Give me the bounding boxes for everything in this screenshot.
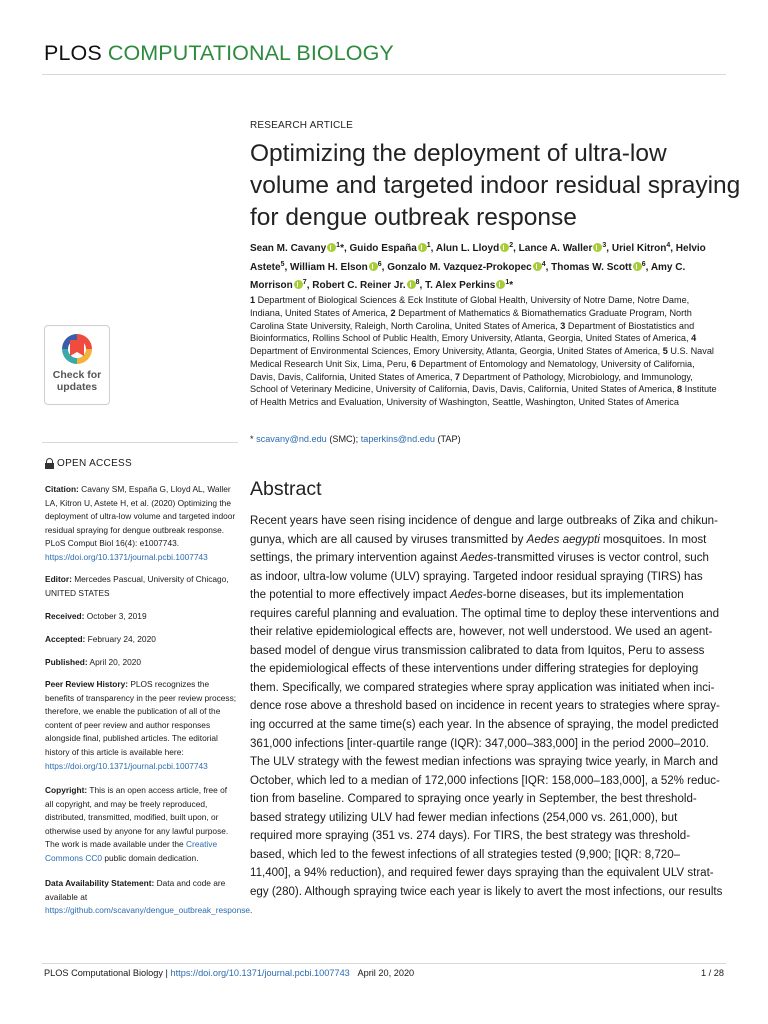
affil-text: Department of Biological Sciences & Eck Institute of Global Health, University of Notre Dame, Notre Dame, Indiana, United States of America, — [250, 295, 690, 318]
received-label: Received: — [45, 611, 85, 621]
orcid-icon[interactable] — [496, 280, 505, 289]
orcid-icon[interactable] — [633, 262, 642, 271]
affil-text: Department of Pathology, Microbiology, and Immunology, School of Veterinary Medicine, University of California, Davis, Davis, California, United States of America, — [250, 371, 693, 395]
abstract-line: based model of dengue virus transmission calibrated to data from Iquitos, Peru to assess — [250, 644, 705, 657]
check-for-updates-badge[interactable] — [44, 325, 110, 405]
affil-ref: 4 — [666, 242, 671, 249]
corresponding-mark: * — [340, 243, 344, 254]
email-link[interactable]: taperkins@nd.edu — [360, 434, 435, 444]
orcid-icon[interactable] — [593, 243, 602, 252]
abstract-line: 361,000 infections [inter-quartile range (IQR): 347,000–383,000] in the period 2000–2010. — [250, 737, 709, 750]
check-updates-label — [45, 370, 109, 393]
abstract-line: the potential to more effectively impact Aedes-borne diseases, but its implementation — [250, 589, 684, 602]
affil-number: 2 — [390, 307, 396, 318]
email-link[interactable]: scavany@nd.edu — [256, 434, 327, 444]
author-name[interactable]: Robert C. Reiner Jr. — [312, 280, 406, 292]
footer-date: April 20, 2020 — [357, 968, 415, 978]
editor-text: Mercedes Pascual, University of Chicago, UNITED STATES — [45, 574, 229, 598]
abstract-line: required more spraying (351 vs. 274 days). For TIRS, the best strategy was threshold- — [250, 830, 691, 843]
accepted-date: February 24, 2020 — [87, 634, 156, 644]
corresponding-mark: * — [250, 434, 254, 444]
peer-review-text: PLOS recognizes the benefits of transparency in the peer review process; therefore, we enable the publication of all of the content of peer review and author responses alongside final, published articles. The editorial history of this article is available here: — [45, 679, 237, 757]
affil-ref: 5 — [280, 260, 285, 268]
affil-ref: 2 — [509, 242, 514, 249]
check-updates-line: updates — [56, 380, 98, 393]
author-name[interactable]: William H. Elson — [290, 261, 368, 273]
header-divider — [42, 74, 726, 75]
affil-ref: 1 — [336, 242, 341, 249]
abstract-heading: Abstract — [250, 478, 322, 500]
journal-title-plos: PLOS — [44, 41, 102, 65]
page-number: 1 / 28 — [701, 968, 724, 978]
article-type: RESEARCH ARTICLE — [250, 120, 354, 131]
author-name[interactable]: Helvio Astete — [250, 243, 706, 273]
abstract-line: as indoor, ultra-low volume (ULV) spraying. Targeted indoor residual spraying (TIRS) has — [250, 570, 703, 583]
peer-review-block — [45, 678, 237, 773]
abstract-line: dence rose above a threshold based on incidence in recent years to strategies where spray- — [250, 700, 720, 713]
received-block — [45, 610, 237, 624]
open-access-text: OPEN ACCESS — [57, 458, 132, 469]
orcid-icon[interactable] — [369, 262, 378, 271]
author-list: Sean M. Cavany $^1$*, Guido España $^1$, Alun L. Lloyd $^2$, Lance A. Waller $^3$, Uriel Kitron$^4$, Helvio Astete$^5$, William H. Elson $^6$, Gonzalo M. Vazquez-Prokopec $^4$, Thomas W. Scott $^6$, Amy C. Morrison $^7$, Robert C. Reiner Jr. $^8$, T. Alex Perkins $^1$* — [250, 242, 706, 292]
affil-text: Department of Mathematics & Biomathematics Graduate Program, North Carolina State University, Raleigh, North Carolina, United States of America, — [250, 307, 692, 331]
journal-title — [44, 41, 394, 66]
orcid-icon[interactable] — [327, 243, 336, 252]
orcid-icon[interactable] — [418, 243, 427, 252]
abstract-line: Recent years have seen rising incidence of dengue and large outbreaks of Zika and chikun- — [250, 515, 718, 527]
author-name[interactable]: T. Alex Perkins — [425, 280, 496, 292]
abstract-line: 11,400], a 94% reduction), and required fewer days spraying than the equivalent ULV strat- — [250, 867, 714, 880]
abstract-line: based strategy utilizing ULV had fewer median infections (254,000 vs. 261,000), but — [250, 811, 678, 824]
abstract-line: their relative epidemiological effects are, however, not well understood. We used an agent- — [250, 626, 713, 639]
peer-review-link[interactable]: https://doi.org/10.1371/journal.pcbi.1007743 — [45, 760, 208, 771]
data-availability-end: . — [250, 905, 253, 916]
data-availability-text: Data and code are available at — [45, 878, 226, 902]
citation-doi-link[interactable]: https://doi.org/10.1371/journal.pcbi.1007743 — [45, 551, 208, 562]
affil-ref: 4 — [541, 260, 546, 268]
affil-text: U.S. Naval Medical Research Unit Six, Lima, Peru, — [250, 346, 714, 369]
affil-number: 7 — [454, 371, 460, 382]
author-name[interactable]: Uriel Kitron — [611, 243, 667, 254]
affil-text: Department of Biostatistics and Bioinformatics, Rollins School of Public Health, Emory University, Atlanta, Georgia, United States of America, — [250, 320, 695, 344]
abstract-line: the epidemiological effects of these interventions under differing strategies for deploying — [250, 663, 699, 676]
title-line: Optimizing the deployment of ultra-low — [250, 140, 667, 167]
contact-initials: (TAP) — [437, 434, 461, 444]
check-updates-line: Check for — [52, 369, 102, 381]
published-date: April 20, 2020 — [89, 657, 142, 667]
affiliations — [250, 294, 720, 409]
citation-label: Citation: — [45, 484, 79, 494]
affil-number: 8 — [677, 384, 683, 395]
published-label: Published: — [45, 657, 88, 667]
affil-number: 4 — [691, 333, 697, 344]
citation-text: Cavany SM, España G, Lloyd AL, Waller LA, Kitron U, Astete H, et al. (2020) Optimizing the deployment of ultra-low volume and targeted indoor residual spraying for dengue outbreak response. PLoS Comput Biol 16(4): e1007743. — [45, 484, 236, 549]
open-access-label — [45, 458, 132, 469]
abstract-line: gunya, which are all caused by viruses transmitted by Aedes aegypti mosquitoes. In most — [250, 533, 707, 546]
affil-text: Department of Environmental Sciences, Emory University, Atlanta, Georgia, United States of America, — [250, 346, 661, 356]
journal-title-name: COMPUTATIONAL BIOLOGY — [107, 41, 394, 65]
received-date: October 3, 2019 — [86, 611, 147, 621]
article-title — [250, 138, 741, 234]
footer-doi-link[interactable]: https://doi.org/10.1371/journal.pcbi.1007743 — [170, 968, 350, 978]
abstract-body — [250, 512, 728, 901]
github-link[interactable]: https://github.com/scavany/dengue_outbreak_response — [45, 905, 251, 916]
affil-number: 6 — [411, 358, 417, 369]
author-name[interactable]: Sean M. Cavany — [250, 243, 327, 254]
affil-ref: 1 — [505, 279, 510, 287]
abstract-line: October, which led to a median of 172,000 infections [IQR: 158,000–183,000], a 52% reduc- — [250, 774, 720, 787]
affil-ref: 6 — [641, 260, 646, 268]
copyright-end: public domain dedication. — [104, 852, 199, 863]
affil-text: Department of Entomology and Nematology, University of California, Davis, Davis, California, United States of America, — [250, 358, 695, 382]
abstract-line: them. Specifically, we compared strategies where spray application was initiated when inci- — [250, 681, 715, 694]
footer-divider — [42, 963, 726, 964]
abstract-line: based, which led to the fewest infections of all strategies tested (9,900; [IQR: 8,720– — [250, 848, 681, 861]
orcid-icon[interactable] — [407, 280, 416, 289]
accepted-label: Accepted: — [45, 634, 86, 644]
orcid-icon[interactable] — [500, 243, 509, 252]
affil-number: 1 — [250, 295, 256, 305]
orcid-icon[interactable] — [533, 262, 542, 271]
title-line: volume and targeted indoor residual spraying — [250, 172, 741, 199]
page-footer — [44, 968, 414, 978]
published-block — [45, 656, 237, 670]
affil-ref: 8 — [415, 279, 420, 287]
data-availability-block — [45, 877, 253, 918]
affil-ref: 7 — [302, 279, 307, 287]
copyright-label: Copyright: — [45, 785, 88, 795]
author-name[interactable]: Amy C. Morrison — [250, 261, 686, 292]
abstract-line: tion from baseline. Compared to spraying once yearly in September, the best threshold- — [250, 793, 697, 806]
abstract-line: ing occurred at the same time(s) each year. In the absence of spraying, the model predicted — [250, 719, 719, 732]
open-lock-icon — [45, 458, 54, 468]
author-name[interactable]: Gonzalo M. Vazquez-Prokopec — [387, 261, 532, 273]
title-line: for dengue outbreak response — [250, 204, 577, 231]
abstract-line: The ULV strategy with the fewest median infections was spraying twice yearly, in March and — [250, 756, 719, 769]
citation-block — [45, 483, 237, 565]
abstract-line: egy (280). Although spraying twice each year is likely to avert the most infections, our results — [250, 885, 723, 898]
copyright-block — [45, 784, 237, 866]
affil-text: Institute of Health Metrics and Evaluation, University of Washington, Seattle, Washington, United States of America — [250, 384, 717, 407]
cc0-license-link[interactable]: Creative Commons CC0 — [45, 839, 218, 863]
contact-initials: (SMC); — [329, 434, 359, 444]
data-availability-label: Data Availability Statement: — [45, 878, 155, 888]
author-name[interactable]: Lance A. Waller — [518, 243, 593, 254]
contact-emails — [250, 434, 461, 444]
peer-review-label: Peer Review History: — [45, 679, 129, 689]
editor-label: Editor: — [45, 574, 72, 584]
author-name[interactable]: Alun L. Lloyd — [435, 243, 500, 254]
affil-ref: 6 — [377, 260, 382, 268]
author-name[interactable]: Thomas W. Scott — [551, 261, 632, 273]
copyright-text: This is an open access article, free of all copyright, and may be freely reproduced, distributed, transmitted, modified, built upon, or otherwise used by anyone for any lawful purpose. The work is made available under the — [45, 785, 229, 850]
sidebar-divider — [42, 442, 238, 443]
corresponding-mark: * — [509, 280, 514, 292]
footer-journal: PLOS Computational Biology | — [44, 968, 168, 978]
editor-block — [45, 573, 237, 600]
abstract-line: settings, the primary intervention against Aedes-transmitted viruses is vector control, such — [250, 552, 709, 565]
affil-ref: 3 — [602, 242, 607, 249]
orcid-icon[interactable] — [294, 280, 303, 289]
abstract-line: requires careful planning and evaluation. The optimal time to deploy these interventions and — [250, 607, 720, 620]
author-name[interactable]: Guido España — [349, 243, 417, 254]
affil-ref: 1 — [426, 242, 431, 249]
accepted-block — [45, 633, 237, 647]
affil-number: 5 — [662, 346, 668, 356]
affil-number: 3 — [560, 320, 566, 331]
